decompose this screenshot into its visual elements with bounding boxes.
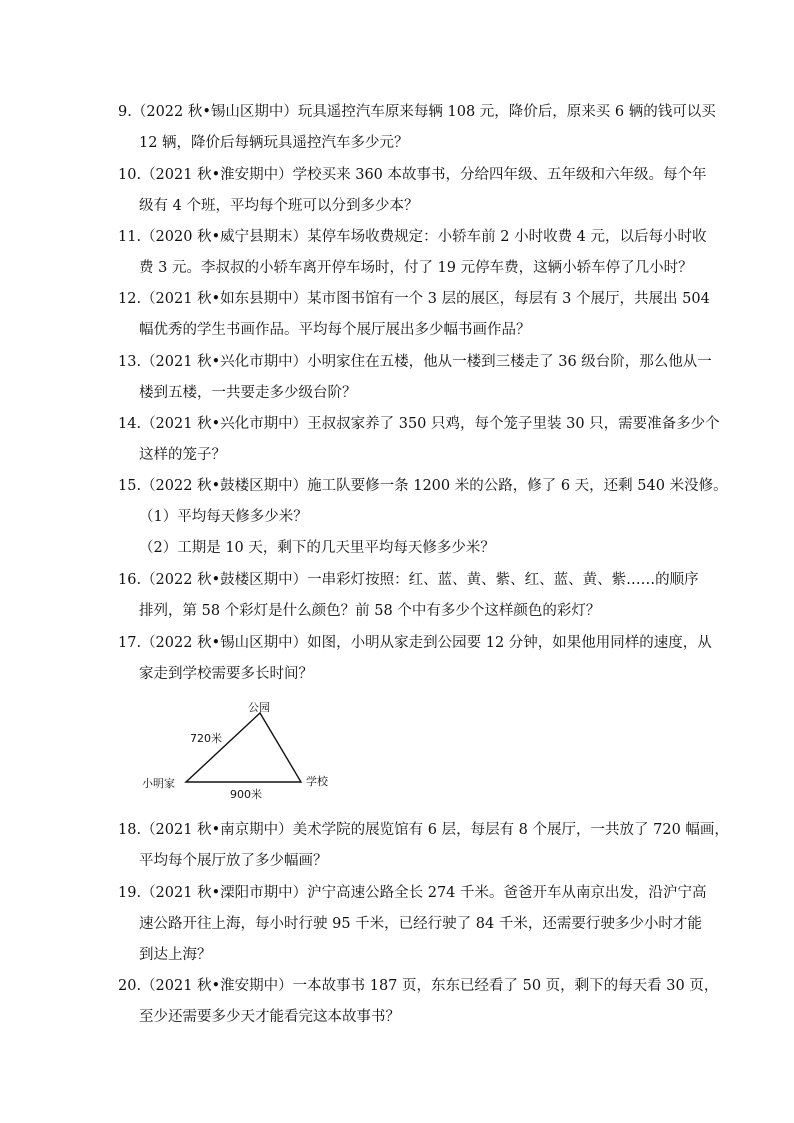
- question-18: [118, 815, 729, 877]
- question-line: 幅优秀的学生书画作品。平均每个展厅展出多少幅书画作品？: [139, 322, 531, 338]
- question-20: [118, 971, 719, 1033]
- label-home-park-distance: 720米: [190, 732, 222, 745]
- question-line: 14.（2021 秋•兴化市期中）王叔叔家养了 350 只鸡，每个笼子里装 30 只，需要准备多少个: [118, 416, 720, 432]
- question-17: [118, 628, 712, 690]
- question-14: [118, 409, 720, 471]
- question-line: 11.（2020 秋•威宁县期末）某停车场收费规定：小轿车前 2 小时收费 4 元，以后每小时收: [118, 229, 707, 245]
- sub-question-15-2: （2）工期是 10 天，剩下的几天里平均每天修多少米？: [139, 540, 495, 556]
- question-line: 12 辆，降价后每辆玩具遥控汽车多少元？: [139, 135, 409, 151]
- question-line: 16.（2022 秋•鼓楼区期中）一串彩灯按照：红、蓝、黄、紫、红、蓝、黄、紫……的顺序: [118, 572, 699, 588]
- question-line: 费 3 元。李叔叔的小轿车离开停车场时，付了 19 元停车费，这辆小轿车停了几小时？: [139, 260, 693, 276]
- question-15: [118, 471, 728, 502]
- question-line: 平均每个展厅放了多少幅画？: [139, 853, 328, 869]
- question-line: 18.（2021 秋•南京期中）美术学院的展览馆有 6 层，每层有 8 个展厅，一共放了 720 幅画，: [118, 822, 729, 838]
- label-school: 学校: [306, 775, 328, 788]
- question-line: 19.（2021 秋•溧阳市期中）沪宁高速公路全长 274 千米。爸爸开车从南京出发，沿沪宁高: [118, 885, 707, 901]
- question-16: [118, 565, 699, 627]
- question-13: [118, 347, 712, 409]
- question-line: 12.（2021 秋•如东县期中）某市图书馆有一个 3 层的展区，每层有 3 个展厅，共展出 504: [118, 291, 710, 307]
- question-line: 这样的笼子？: [139, 447, 226, 463]
- question-line: 到达上海？: [139, 947, 212, 963]
- question-line: 10.（2021 秋•淮安期中）学校买来 360 本故事书，分给四年级、五年级和六年级。每个年: [118, 167, 707, 183]
- question-line: 17.（2022 秋•锡山区期中）如图，小明从家走到公园要 12 分钟，如果他用同样的速度，从: [118, 635, 712, 651]
- label-park: 公园: [248, 701, 270, 714]
- question-line: 13.（2021 秋•兴化市期中）小明家住在五楼，他从一楼到三楼走了 36 级台阶，那么他从一: [118, 354, 712, 370]
- question-line: 15.（2022 秋•鼓楼区期中）施工队要修一条 1200 米的公路，修了 6 天，还剩 540 米没修。: [118, 478, 728, 494]
- question-line: 级有 4 个班，平均每个班可以分到多少本？: [139, 198, 419, 214]
- question-line: 排列，第 58 个彩灯是什么颜色？前 58 个中有多少个这样颜色的彩灯？: [139, 603, 601, 619]
- question-line: 9.（2022 秋•锡山区期中）玩具遥控汽车原来每辆 108 元，降价后，原来买 6 辆的钱可以买: [118, 104, 716, 120]
- question-line: 楼到五楼，一共要走多少级台阶？: [139, 385, 357, 401]
- question-12: [118, 284, 710, 346]
- question-line: 速公路开往上海，每小时行驶 95 千米，已经行驶了 84 千米，还需要行驶多少小时才能: [139, 916, 702, 932]
- triangle-svg: [142, 700, 348, 805]
- triangle-diagram: [142, 700, 348, 805]
- label-home: 小明家: [142, 777, 175, 790]
- label-home-school-distance: 900米: [230, 788, 262, 801]
- question-line: 至少还需要多少天才能看完这本故事书？: [139, 1009, 400, 1025]
- sub-question-15-1: （1）平均每天修多少米？: [139, 509, 308, 525]
- question-11: [118, 222, 707, 284]
- question-9: [118, 97, 716, 159]
- question-19: [118, 878, 707, 971]
- question-line: 家走到学校需要多长时间？: [139, 666, 313, 682]
- triangle-shape: [186, 713, 301, 782]
- question-line: 20.（2021 秋•淮安期中）一本故事书 187 页，东东已经看了 50 页，剩下的每天看 30 页，: [118, 978, 719, 994]
- question-10: [118, 160, 707, 222]
